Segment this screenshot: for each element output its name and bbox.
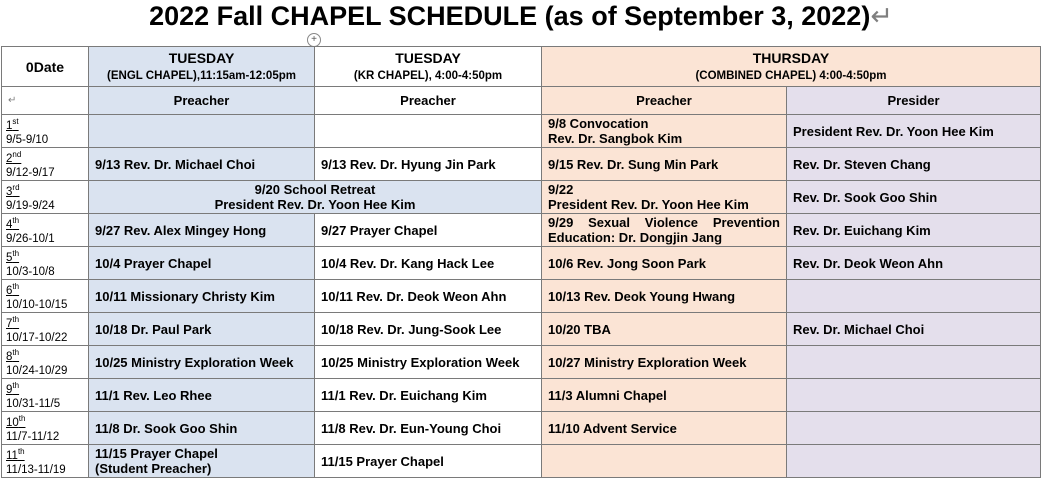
- kr-preacher-cell: [315, 247, 542, 280]
- table-row: [2, 115, 1041, 148]
- presider-cell: [787, 379, 1041, 412]
- week-ordinal-suffix: th: [12, 315, 20, 325]
- sub-header-presider: Presider: [787, 87, 1041, 115]
- week-number: [6, 181, 84, 199]
- presider-name: Rev. Dr. Steven Chang: [793, 156, 931, 172]
- kr-preacher-cell: [315, 148, 542, 181]
- presider-cell: [787, 115, 1041, 148]
- engl-preacher-cell: [89, 412, 315, 445]
- presider-cell: [787, 445, 1041, 478]
- thu-preacher-cell: [542, 280, 787, 313]
- week-number: [6, 247, 84, 265]
- engl-preacher: 9/27 Rev. Alex Mingey Hong: [95, 222, 267, 238]
- thu-preacher-cell: [542, 247, 787, 280]
- thu-preacher-word: Violence: [644, 215, 699, 230]
- table-row: [2, 214, 1041, 247]
- presider-cell: [787, 346, 1041, 379]
- kr-preacher-cell: [315, 379, 542, 412]
- week-ordinal-suffix: th: [12, 216, 20, 226]
- engl-preacher: 10/18 Dr. Paul Park: [95, 321, 212, 337]
- week-range: 10/17-10/22: [6, 331, 68, 344]
- week-ordinal-suffix: th: [18, 414, 26, 424]
- table-row: [2, 445, 1041, 478]
- presider-name: Rev. Dr. Sook Goo Shin: [793, 189, 938, 205]
- week-range: 10/10-10/15: [6, 298, 68, 311]
- engl-preacher-cell: [89, 346, 315, 379]
- week-range: 9/5-9/10: [6, 133, 49, 146]
- week-num-text: 5: [6, 251, 13, 264]
- week-range: 9/19-9/24: [6, 199, 55, 212]
- engl-preacher-cell: [89, 379, 315, 412]
- date-cell: [2, 379, 89, 412]
- table-row: [2, 379, 1041, 412]
- kr-preacher: 11/15 Prayer Chapel: [321, 453, 444, 469]
- presider-cell: [787, 280, 1041, 313]
- presider-name: Rev. Dr. Euichang Kim: [793, 222, 931, 238]
- week-number: [6, 115, 84, 133]
- engl-preacher-cell: [89, 445, 315, 478]
- week-range: 11/7-11/12: [6, 430, 60, 443]
- presider-name: Rev. Dr. Michael Choi: [793, 321, 925, 337]
- engl-preacher: 9/13 Rev. Dr. Michael Choi: [95, 156, 256, 172]
- presider-cell: [787, 181, 1041, 214]
- date-cell: [2, 313, 89, 346]
- date-cell: [2, 445, 89, 478]
- week-number: [6, 280, 84, 298]
- week-number: [6, 412, 84, 430]
- engl-preacher: 11/1 Rev. Leo Rhee: [95, 387, 212, 403]
- thu-preacher: 9/15 Rev. Dr. Sung Min Park: [548, 156, 719, 172]
- table-row: [2, 313, 1041, 346]
- kr-preacher-cell: [315, 214, 542, 247]
- merged-line-2: President Rev. Dr. Yoon Hee Kim: [214, 197, 416, 212]
- kr-preacher: 9/27 Prayer Chapel: [321, 222, 438, 238]
- page-title: [0, 0, 1042, 32]
- presider-cell: [787, 148, 1041, 181]
- kr-preacher: 10/4 Rev. Dr. Kang Hack Lee: [321, 255, 495, 271]
- kr-preacher: 10/18 Rev. Dr. Jung-Sook Lee: [321, 321, 502, 337]
- thu-preacher: 11/3 Alumni Chapel: [548, 387, 667, 403]
- kr-preacher-cell: [315, 412, 542, 445]
- date-cell: [2, 181, 89, 214]
- col-header-tuesday-engl: TUESDAY (ENGL CHAPEL),11:15am-12:05pm: [89, 47, 315, 87]
- week-range: 10/31-11/5: [6, 397, 61, 410]
- schedule-table: [1, 46, 1041, 478]
- engl-preacher-note: (Student Preacher): [95, 461, 212, 476]
- kr-preacher: 11/1 Rev. Dr. Euichang Kim: [321, 387, 487, 403]
- engl-preacher-cell: [89, 247, 315, 280]
- week-number: [6, 313, 84, 331]
- header-row: [2, 47, 1041, 87]
- thu-preacher-cell: [542, 313, 787, 346]
- thu-preacher-line-2: Education: Dr. Dongjin Jang: [548, 230, 723, 245]
- thu-preacher: 10/13 Rev. Deok Young Hwang: [548, 288, 736, 304]
- thu-preacher-cell: [542, 181, 787, 214]
- merged-line-1: 9/20 School Retreat: [254, 182, 376, 197]
- week-number: [6, 346, 84, 364]
- kr-preacher-cell: [315, 313, 542, 346]
- thu-preacher: 10/27 Ministry Exploration Week: [548, 354, 747, 370]
- week-num-text: 7: [6, 317, 13, 330]
- date-cell: [2, 412, 89, 445]
- week-num-text: 9: [6, 383, 13, 396]
- date-column-header: 0Date: [2, 47, 89, 87]
- week-ordinal-suffix: rd: [12, 183, 20, 193]
- week-ordinal-suffix: th: [17, 447, 25, 457]
- engl-preacher-cell: [89, 115, 315, 148]
- date-cell: [2, 214, 89, 247]
- week-range: 9/26-10/1: [6, 232, 55, 245]
- kr-preacher-cell: [315, 346, 542, 379]
- thu-preacher-cell: [542, 445, 787, 478]
- kr-preacher-cell: [315, 280, 542, 313]
- engl-preacher: 10/4 Prayer Chapel: [95, 255, 212, 271]
- week-range: 10/3-10/8: [6, 265, 55, 278]
- week-ordinal-suffix: th: [12, 249, 20, 259]
- engl-preacher-cell: [89, 214, 315, 247]
- presider-name: Rev. Dr. Deok Weon Ahn: [793, 255, 944, 271]
- kr-preacher: 10/25 Ministry Exploration Week: [321, 354, 520, 370]
- thu-preacher-cell: [542, 412, 787, 445]
- thu-preacher-cell: [542, 346, 787, 379]
- presider-cell: [787, 412, 1041, 445]
- week-number: [6, 214, 84, 232]
- engl-preacher: 11/15 Prayer Chapel: [95, 446, 218, 461]
- table-row: [2, 280, 1041, 313]
- week-range: 9/12-9/17: [6, 166, 55, 179]
- thu-preacher-cell: [542, 148, 787, 181]
- presider-cell: [787, 247, 1041, 280]
- thu-preacher-cell: [542, 379, 787, 412]
- thu-preacher: 10/20 TBA: [548, 321, 611, 337]
- table-row: [2, 148, 1041, 181]
- week-range: 10/24-10/29: [6, 364, 68, 377]
- kr-preacher-cell: [315, 445, 542, 478]
- date-cell: [2, 115, 89, 148]
- table-row: [2, 346, 1041, 379]
- date-cell: [2, 148, 89, 181]
- table-move-handle-icon[interactable]: +: [307, 33, 321, 47]
- week-ordinal-suffix: th: [12, 348, 20, 358]
- kr-preacher: 10/11 Rev. Dr. Deok Weon Ahn: [321, 288, 507, 304]
- week-ordinal-suffix: th: [12, 381, 20, 391]
- school-retreat-cell: [89, 181, 542, 214]
- week-ordinal-suffix: nd: [12, 150, 22, 160]
- sub-header-row: [2, 87, 1041, 115]
- engl-preacher-cell: [89, 280, 315, 313]
- thu-preacher-word: Sexual: [588, 215, 631, 230]
- thu-preacher: 9/8 Convocation: [548, 116, 649, 131]
- thu-preacher-line-2: President Rev. Dr. Yoon Hee Kim: [548, 197, 749, 212]
- paragraph-mark-icon: ↵: [2, 87, 89, 115]
- col-header-thursday: THURSDAY (COMBINED CHAPEL) 4:00-4:50pm: [542, 47, 1041, 87]
- week-num-text: 3: [6, 185, 13, 198]
- week-num-text: 8: [6, 350, 13, 363]
- engl-preacher-cell: [89, 313, 315, 346]
- thu-preacher-word: 9/29: [548, 215, 574, 230]
- week-num-text: 1: [6, 119, 13, 132]
- kr-preacher: 9/13 Rev. Dr. Hyung Jin Park: [321, 156, 496, 172]
- week-num-text: 6: [6, 284, 13, 297]
- table-row: [2, 412, 1041, 445]
- kr-preacher-cell: [315, 115, 542, 148]
- presider-cell: [787, 313, 1041, 346]
- paragraph-mark-icon: ↵: [870, 1, 893, 31]
- week-num-text: 4: [6, 218, 13, 231]
- thu-preacher: 10/6 Rev. Jong Soon Park: [548, 255, 706, 271]
- week-ordinal-suffix: th: [12, 282, 20, 292]
- table-row: [2, 181, 1041, 214]
- presider-name: President Rev. Dr. Yoon Hee Kim: [793, 123, 994, 139]
- presider-cell: [787, 214, 1041, 247]
- thu-preacher-word: Prevention: [712, 215, 780, 230]
- date-cell: [2, 280, 89, 313]
- thu-preacher: 11/10 Advent Service: [548, 420, 677, 436]
- engl-preacher-cell: [89, 148, 315, 181]
- date-cell: [2, 346, 89, 379]
- thu-preacher-cell: [542, 115, 787, 148]
- sub-header-preacher: Preacher: [542, 87, 787, 115]
- thu-preacher: 9/22: [548, 182, 574, 197]
- engl-preacher: 10/11 Missionary Christy Kim: [95, 288, 275, 304]
- thu-preacher-line-2: Rev. Dr. Sangbok Kim: [548, 131, 683, 146]
- kr-preacher: 11/8 Rev. Dr. Eun-Young Choi: [321, 420, 502, 436]
- engl-preacher: 11/8 Dr. Sook Goo Shin: [95, 420, 238, 436]
- thu-preacher-line-1: [548, 215, 780, 230]
- week-range: 11/13-11/19: [6, 463, 66, 476]
- week-num-text: 11: [6, 449, 18, 462]
- sub-header-preacher: Preacher: [89, 87, 315, 115]
- week-number: [6, 379, 84, 397]
- week-number: [6, 148, 84, 166]
- date-cell: [2, 247, 89, 280]
- col-header-tuesday-kr: TUESDAY (KR CHAPEL), 4:00-4:50pm: [315, 47, 542, 87]
- sub-header-preacher: Preacher: [315, 87, 542, 115]
- thu-preacher-cell: [542, 214, 787, 247]
- week-ordinal-suffix: st: [12, 117, 19, 127]
- table-row: [2, 247, 1041, 280]
- engl-preacher: 10/25 Ministry Exploration Week: [95, 354, 294, 370]
- week-num-text: 10: [6, 416, 19, 429]
- week-number: [6, 445, 84, 463]
- week-num-text: 2: [6, 152, 13, 165]
- title-text: 2022 Fall CHAPEL SCHEDULE (as of September 3, 2022): [149, 1, 871, 31]
